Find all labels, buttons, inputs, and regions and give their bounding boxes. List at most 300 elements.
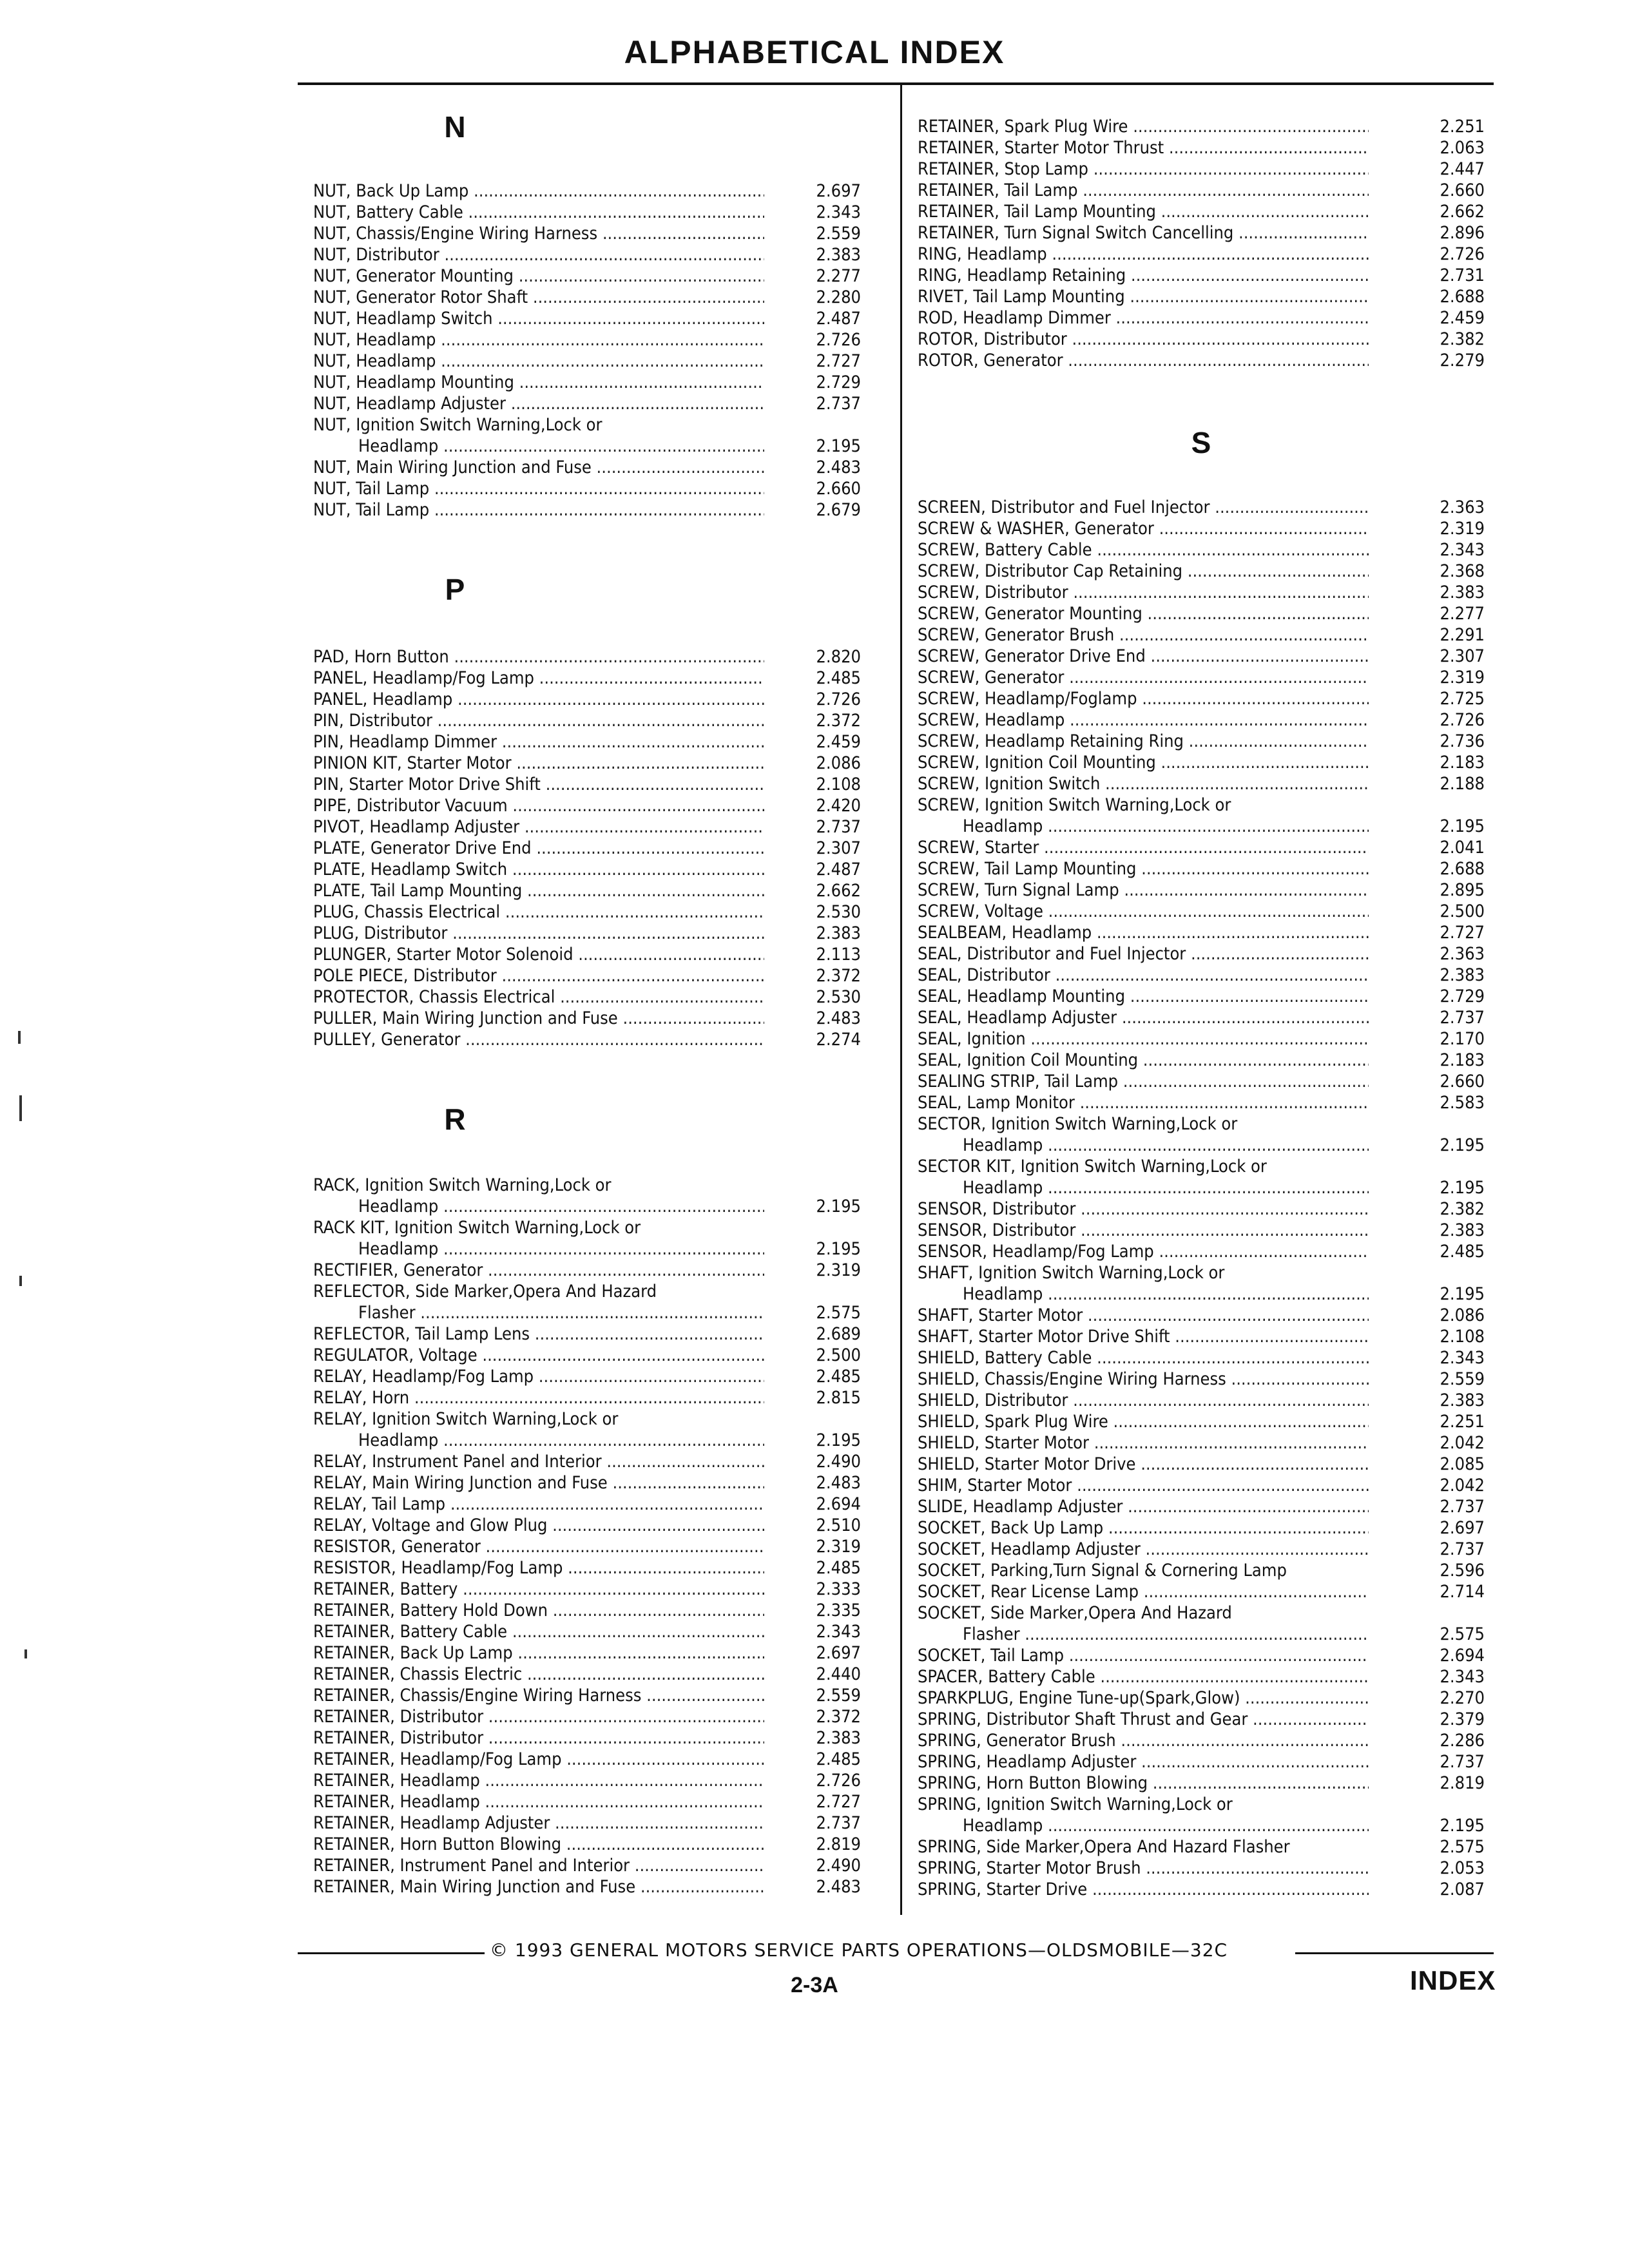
entry-page: 2.575 [1440, 1837, 1485, 1857]
index-entry [918, 1305, 1498, 1326]
entry-name: SPACER, Battery Cable ..... [918, 1666, 1369, 1687]
entry-name: RETAINER, Headlamp ..... [313, 1791, 764, 1812]
index-entry [313, 1175, 880, 1196]
title-rule [298, 82, 1494, 85]
index-entry-list [313, 646, 880, 1050]
entry-name: PULLER, Main Wiring Junction and Fuse ..... [313, 1008, 764, 1029]
entry-name: NUT, Generator Rotor Shaft ..... [313, 287, 764, 308]
entry-page: 2.108 [1440, 1327, 1485, 1347]
index-entry [918, 986, 1498, 1007]
index-entry [313, 1621, 880, 1642]
entry-page: 2.689 [816, 1324, 861, 1344]
index-entry [918, 1347, 1498, 1369]
entry-name: POLE PIECE, Distributor ..... [313, 965, 764, 986]
index-entry [313, 244, 880, 265]
entry-name: SOCKET, Tail Lamp ..... [918, 1645, 1369, 1666]
index-entry [918, 180, 1498, 201]
index-entry [918, 329, 1498, 350]
entry-name: RETAINER, Turn Signal Switch Cancelling ..... [918, 222, 1369, 244]
entry-page: 2.307 [1440, 646, 1485, 666]
entry-name: SCREEN, Distributor and Fuel Injector ..... [918, 497, 1369, 518]
entry-name: NUT, Chassis/Engine Wiring Harness ..... [313, 223, 764, 244]
entry-name: RELAY, Horn ..... [313, 1387, 764, 1408]
entry-page: 2.727 [816, 1792, 861, 1812]
entry-name: SCREW, Turn Signal Lamp ..... [918, 879, 1369, 901]
index-entry [918, 858, 1498, 879]
entry-page: 2.379 [1440, 1709, 1485, 1729]
index-entry [313, 1706, 880, 1727]
entry-name: RING, Headlamp ..... [918, 244, 1369, 265]
column-divider [900, 85, 902, 1915]
entry-page: 2.688 [1440, 287, 1485, 307]
entry-page: 2.697 [1440, 1518, 1485, 1538]
entry-page: 2.895 [1440, 880, 1485, 900]
entry-name: Headlamp ..... [963, 1177, 1369, 1198]
index-entry [918, 350, 1498, 371]
index-entry [918, 265, 1498, 286]
entry-name: SCREW, Generator Drive End ..... [918, 646, 1369, 667]
index-entry [313, 1408, 880, 1430]
entry-page: 2.363 [1440, 944, 1485, 964]
entry-page: 2.660 [1440, 180, 1485, 200]
entry-name: Headlamp ..... [358, 1430, 764, 1451]
entry-page: 2.697 [816, 181, 861, 201]
entry-name: RELAY, Ignition Switch Warning,Lock or [313, 1409, 619, 1429]
entry-name: RETAINER, Chassis Electric ..... [313, 1664, 764, 1685]
entry-page: 2.487 [816, 309, 861, 329]
entry-name: SEAL, Distributor and Fuel Injector ..... [918, 943, 1369, 965]
index-entry [313, 1387, 880, 1408]
entry-page: 2.559 [1440, 1369, 1485, 1389]
index-entry [918, 307, 1498, 329]
entry-name: Flasher ..... [358, 1302, 764, 1323]
index-entry [918, 1475, 1498, 1496]
index-entry [918, 1028, 1498, 1050]
index-entry [313, 1260, 880, 1281]
entry-name: RELAY, Instrument Panel and Interior ..... [313, 1451, 764, 1472]
entry-page: 2.725 [1440, 689, 1485, 709]
entry-page: 2.113 [816, 945, 861, 965]
scan-mark [19, 1095, 22, 1121]
entry-page: 2.694 [816, 1494, 861, 1514]
entry-name: SHIELD, Distributor ..... [918, 1390, 1369, 1411]
index-entry [313, 1600, 880, 1621]
entry-page: 2.335 [816, 1600, 861, 1620]
entry-page: 2.485 [816, 1367, 861, 1387]
entry-name: REFLECTOR, Side Marker,Opera And Hazard [313, 1282, 657, 1302]
index-entry [313, 816, 880, 838]
index-entry [313, 1642, 880, 1664]
entry-page: 2.195 [816, 1239, 861, 1259]
entry-page: 2.053 [1440, 1858, 1485, 1878]
index-entry-list [313, 180, 880, 521]
entry-name: ROD, Headlamp Dimmer ..... [918, 307, 1369, 329]
entry-name: SOCKET, Headlamp Adjuster ..... [918, 1539, 1369, 1560]
index-entry [313, 436, 880, 457]
entry-name: RELAY, Main Wiring Junction and Fuse ..... [313, 1472, 764, 1494]
index-entry [313, 986, 880, 1008]
index-entry [313, 499, 880, 521]
entry-name: RETAINER, Chassis/Engine Wiring Harness ..... [313, 1685, 764, 1706]
entry-name: RETAINER, Spark Plug Wire ..... [918, 116, 1369, 137]
entry-name: NUT, Headlamp Mounting ..... [313, 372, 764, 393]
entry-page: 2.575 [816, 1303, 861, 1323]
entry-page: 2.343 [816, 202, 861, 222]
entry-name: NUT, Tail Lamp ..... [313, 478, 764, 499]
index-entry [918, 1241, 1498, 1262]
index-entry [313, 1366, 880, 1387]
index-entry [918, 794, 1498, 816]
index-entry [918, 244, 1498, 265]
entry-page: 2.372 [816, 966, 861, 986]
index-entry [313, 1430, 880, 1451]
entry-name: SHAFT, Starter Motor ..... [918, 1305, 1369, 1326]
entry-name: SPRING, Generator Brush ..... [918, 1730, 1369, 1751]
entry-page: 2.188 [1440, 774, 1485, 794]
entry-page: 2.731 [1440, 265, 1485, 285]
index-entry [313, 351, 880, 372]
entry-page: 2.483 [816, 1473, 861, 1493]
entry-name: RETAINER, Tail Lamp ..... [918, 180, 1369, 201]
entry-name: NUT, Back Up Lamp ..... [313, 180, 764, 202]
entry-name: RETAINER, Distributor ..... [313, 1706, 764, 1727]
entry-page: 2.420 [816, 796, 861, 816]
index-entry [313, 478, 880, 499]
entry-page: 2.291 [1440, 625, 1485, 645]
entry-page: 2.372 [816, 711, 861, 731]
entry-name: RELAY, Tail Lamp ..... [313, 1494, 764, 1515]
index-entry [313, 1472, 880, 1494]
entry-name: SOCKET, Parking,Turn Signal & Cornering Lamp [918, 1561, 1287, 1581]
index-entry [918, 539, 1498, 561]
entry-page: 2.459 [1440, 308, 1485, 328]
entry-page: 2.195 [816, 1430, 861, 1450]
entry-name: PIN, Starter Motor Drive Shift ..... [313, 774, 764, 795]
entry-page: 2.896 [1440, 223, 1485, 243]
entry-name: SHIM, Starter Motor ..... [918, 1475, 1369, 1496]
index-entry [918, 1432, 1498, 1454]
entry-page: 2.333 [816, 1579, 861, 1599]
entry-name: REGULATOR, Voltage ..... [313, 1345, 764, 1366]
index-entry [313, 457, 880, 478]
index-entry [313, 646, 880, 668]
page-number: 2-3A [791, 1973, 838, 1997]
entry-page: 2.042 [1440, 1475, 1485, 1495]
entry-name: SCREW, Tail Lamp Mounting ..... [918, 858, 1369, 879]
entry-page: 2.490 [816, 1856, 861, 1876]
entry-page: 2.087 [1440, 1879, 1485, 1899]
entry-page: 2.660 [816, 479, 861, 499]
entry-page: 2.510 [816, 1515, 861, 1535]
entry-name: RELAY, Headlamp/Fog Lamp ..... [313, 1366, 764, 1387]
entry-name: PLATE, Headlamp Switch ..... [313, 859, 764, 880]
entry-name: SEAL, Ignition Coil Mounting ..... [918, 1050, 1369, 1071]
entry-page: 2.737 [816, 817, 861, 837]
entry-page: 2.596 [1440, 1561, 1485, 1581]
entry-name: PANEL, Headlamp/Fog Lamp ..... [313, 668, 764, 689]
index-entry [918, 561, 1498, 582]
entry-page: 2.485 [816, 1558, 861, 1578]
entry-page: 2.363 [1440, 497, 1485, 517]
index-entry [313, 1685, 880, 1706]
entry-page: 2.195 [1440, 1284, 1485, 1304]
index-entry [918, 1581, 1498, 1602]
entry-name: NUT, Headlamp Switch ..... [313, 308, 764, 329]
entry-name: Headlamp ..... [963, 1135, 1369, 1156]
entry-name: SEAL, Headlamp Adjuster ..... [918, 1007, 1369, 1028]
index-entry [918, 1794, 1498, 1815]
entry-name: SPRING, Headlamp Adjuster ..... [918, 1751, 1369, 1773]
entry-name: Headlamp ..... [963, 816, 1369, 837]
entry-name: SCREW, Headlamp ..... [918, 709, 1369, 731]
entry-page: 2.737 [1440, 1539, 1485, 1559]
index-entry [313, 329, 880, 351]
entry-name: SEAL, Lamp Monitor ..... [918, 1092, 1369, 1113]
entry-page: 2.382 [1440, 329, 1485, 349]
entry-page: 2.737 [816, 394, 861, 414]
index-entry [313, 944, 880, 965]
entry-page: 2.319 [1440, 668, 1485, 687]
index-entry [918, 1326, 1498, 1347]
index-entry [918, 688, 1498, 709]
index-entry [918, 1092, 1498, 1113]
index-entry [313, 202, 880, 223]
index-entry [918, 116, 1498, 137]
index-entry [918, 1369, 1498, 1390]
entry-name: SENSOR, Distributor ..... [918, 1220, 1369, 1241]
index-entry [313, 1855, 880, 1876]
entry-name: SENSOR, Distributor ..... [918, 1198, 1369, 1220]
index-entry [918, 1177, 1498, 1198]
entry-page: 2.729 [1440, 986, 1485, 1006]
entry-name: ROTOR, Distributor ..... [918, 329, 1369, 350]
index-entry [918, 137, 1498, 159]
entry-page: 2.270 [1440, 1688, 1485, 1708]
entry-name: PROTECTOR, Chassis Electrical ..... [313, 986, 764, 1008]
scan-mark [19, 1276, 22, 1286]
entry-page: 2.459 [816, 732, 861, 752]
entry-page: 2.820 [816, 647, 861, 667]
entry-name: SCREW, Generator Mounting ..... [918, 603, 1369, 624]
entry-name: SEALING STRIP, Tail Lamp ..... [918, 1071, 1369, 1092]
index-entry [313, 731, 880, 753]
index-entry [313, 1664, 880, 1685]
entry-name: SHIELD, Battery Cable ..... [918, 1347, 1369, 1369]
entry-name: SPRING, Side Marker,Opera And Hazard Flasher [918, 1837, 1290, 1857]
entry-name: SHIELD, Starter Motor Drive ..... [918, 1454, 1369, 1475]
entry-page: 2.086 [816, 753, 861, 773]
entry-name: ROTOR, Generator ..... [918, 350, 1369, 371]
index-entry [313, 265, 880, 287]
index-entry [918, 1220, 1498, 1241]
entry-name: SHIELD, Starter Motor ..... [918, 1432, 1369, 1454]
entry-name: SECTOR, Ignition Switch Warning,Lock or [918, 1114, 1238, 1134]
entry-name: SOCKET, Back Up Lamp ..... [918, 1517, 1369, 1539]
entry-page: 2.195 [1440, 816, 1485, 836]
entry-page: 2.183 [1440, 753, 1485, 773]
index-entry [313, 880, 880, 901]
index-entry [313, 1196, 880, 1217]
entry-name: SHIELD, Chassis/Engine Wiring Harness ..... [918, 1369, 1369, 1390]
index-entry [918, 1113, 1498, 1135]
index-entry [918, 1411, 1498, 1432]
entry-page: 2.662 [1440, 202, 1485, 222]
entry-page: 2.483 [816, 1008, 861, 1028]
entry-name: Flasher ..... [963, 1624, 1369, 1645]
entry-page: 2.277 [1440, 604, 1485, 624]
entry-page: 2.343 [1440, 540, 1485, 560]
entry-page: 2.726 [816, 689, 861, 709]
index-entry [918, 624, 1498, 646]
index-entry [313, 689, 880, 710]
entry-page: 2.368 [1440, 561, 1485, 581]
entry-page: 2.372 [816, 1707, 861, 1727]
index-entry [313, 965, 880, 986]
entry-page: 2.251 [1440, 1412, 1485, 1432]
entry-page: 2.485 [816, 668, 861, 688]
index-entry-list [313, 1175, 880, 1898]
entry-name: SOCKET, Rear License Lamp ..... [918, 1581, 1369, 1602]
index-entry [918, 518, 1498, 539]
index-entry [313, 287, 880, 308]
index-entry-list [918, 116, 1498, 371]
entry-page: 2.726 [816, 330, 861, 350]
entry-name: SEAL, Ignition ..... [918, 1028, 1369, 1050]
entry-page: 2.815 [816, 1388, 861, 1408]
entry-name: NUT, Headlamp ..... [313, 351, 764, 372]
index-entry [313, 795, 880, 816]
footer-rule-left [298, 1952, 485, 1954]
entry-name: SCREW, Ignition Coil Mounting ..... [918, 752, 1369, 773]
entry-name: PLUG, Distributor ..... [313, 923, 764, 944]
entry-page: 2.183 [1440, 1050, 1485, 1070]
entry-page: 2.195 [1440, 1816, 1485, 1836]
entry-name: NUT, Headlamp Adjuster ..... [313, 393, 764, 414]
entry-page: 2.727 [816, 351, 861, 371]
scan-mark [24, 1649, 27, 1658]
entry-name: PLUG, Chassis Electrical ..... [313, 901, 764, 923]
index-entry [918, 286, 1498, 307]
entry-name: SCREW, Generator Brush ..... [918, 624, 1369, 646]
entry-page: 2.575 [1440, 1624, 1485, 1644]
index-entry [313, 1451, 880, 1472]
entry-name: NUT, Generator Mounting ..... [313, 265, 764, 287]
entry-name: SCREW, Headlamp/Foglamp ..... [918, 688, 1369, 709]
entry-name: RETAINER, Stop Lamp ..... [918, 159, 1369, 180]
entry-page: 2.343 [1440, 1667, 1485, 1687]
entry-name: NUT, Battery Cable ..... [313, 202, 764, 223]
index-entry [918, 1050, 1498, 1071]
index-entry [918, 1773, 1498, 1794]
entry-name: RETAINER, Battery Hold Down ..... [313, 1600, 764, 1621]
entry-page: 2.170 [1440, 1029, 1485, 1049]
index-entry [313, 1281, 880, 1302]
index-entry [918, 1496, 1498, 1517]
entry-page: 2.530 [816, 902, 861, 922]
index-entry [918, 879, 1498, 901]
entry-page: 2.086 [1440, 1305, 1485, 1325]
entry-name: SLIDE, Headlamp Adjuster ..... [918, 1496, 1369, 1517]
index-entry [313, 1749, 880, 1770]
index-entry [918, 1751, 1498, 1773]
page-title: ALPHABETICAL INDEX [624, 34, 1005, 70]
entry-page: 2.726 [1440, 710, 1485, 730]
entry-name: PIN, Distributor ..... [313, 710, 764, 731]
index-entry [918, 1262, 1498, 1283]
index-entry [918, 816, 1498, 837]
entry-page: 2.383 [816, 1728, 861, 1748]
index-entry [918, 1156, 1498, 1177]
entry-name: RECTIFIER, Generator ..... [313, 1260, 764, 1281]
entry-page: 2.697 [816, 1643, 861, 1663]
index-entry [313, 1515, 880, 1536]
section-label: INDEX [1410, 1965, 1496, 1995]
entry-page: 2.559 [816, 224, 861, 244]
entry-page: 2.383 [816, 923, 861, 943]
index-entry [313, 710, 880, 731]
entry-page: 2.487 [816, 860, 861, 879]
index-entry [918, 667, 1498, 688]
index-entry [313, 1029, 880, 1050]
entry-name: NUT, Main Wiring Junction and Fuse ..... [313, 457, 764, 478]
index-entry [313, 1579, 880, 1600]
index-entry [918, 222, 1498, 244]
entry-page: 2.737 [816, 1813, 861, 1833]
index-entry [313, 1323, 880, 1345]
entry-name: SHAFT, Ignition Switch Warning,Lock or [918, 1263, 1225, 1283]
entry-name: RETAINER, Starter Motor Thrust ..... [918, 137, 1369, 159]
index-entry [313, 859, 880, 880]
index-entry [918, 603, 1498, 624]
entry-name: SCREW, Ignition Switch ..... [918, 773, 1369, 794]
index-entry [918, 1198, 1498, 1220]
index-entry [918, 1666, 1498, 1687]
index-entry [918, 1836, 1498, 1858]
entry-name: PANEL, Headlamp ..... [313, 689, 764, 710]
footer-rule-right [1295, 1952, 1494, 1954]
index-entry [918, 1007, 1498, 1028]
index-entry [313, 223, 880, 244]
index-entry [918, 1858, 1498, 1879]
entry-page: 2.559 [816, 1686, 861, 1706]
entry-name: RACK, Ignition Switch Warning,Lock or [313, 1175, 612, 1195]
entry-page: 2.280 [816, 287, 861, 307]
entry-name: SOCKET, Side Marker,Opera And Hazard [918, 1603, 1232, 1623]
entry-page: 2.383 [1440, 1220, 1485, 1240]
entry-page: 2.307 [816, 838, 861, 858]
index-entry [313, 1876, 880, 1898]
entry-name: RESISTOR, Generator ..... [313, 1536, 764, 1557]
entry-page: 2.727 [1440, 923, 1485, 943]
entry-name: SPRING, Starter Drive ..... [918, 1879, 1369, 1900]
entry-page: 2.042 [1440, 1433, 1485, 1453]
entry-page: 2.319 [816, 1537, 861, 1557]
entry-name: PULLEY, Generator ..... [313, 1029, 764, 1050]
index-entry [918, 922, 1498, 943]
index-entry [313, 753, 880, 774]
entry-page: 2.383 [816, 245, 861, 265]
index-entry [313, 393, 880, 414]
entry-page: 2.483 [816, 457, 861, 477]
entry-name: RETAINER, Battery ..... [313, 1579, 764, 1600]
index-entry [918, 901, 1498, 922]
index-entry [918, 201, 1498, 222]
entry-name: Headlamp ..... [358, 1238, 764, 1260]
section-letter: N [444, 110, 466, 144]
entry-name: RETAINER, Headlamp ..... [313, 1770, 764, 1791]
index-entry [313, 1302, 880, 1323]
index-entry [313, 1536, 880, 1557]
